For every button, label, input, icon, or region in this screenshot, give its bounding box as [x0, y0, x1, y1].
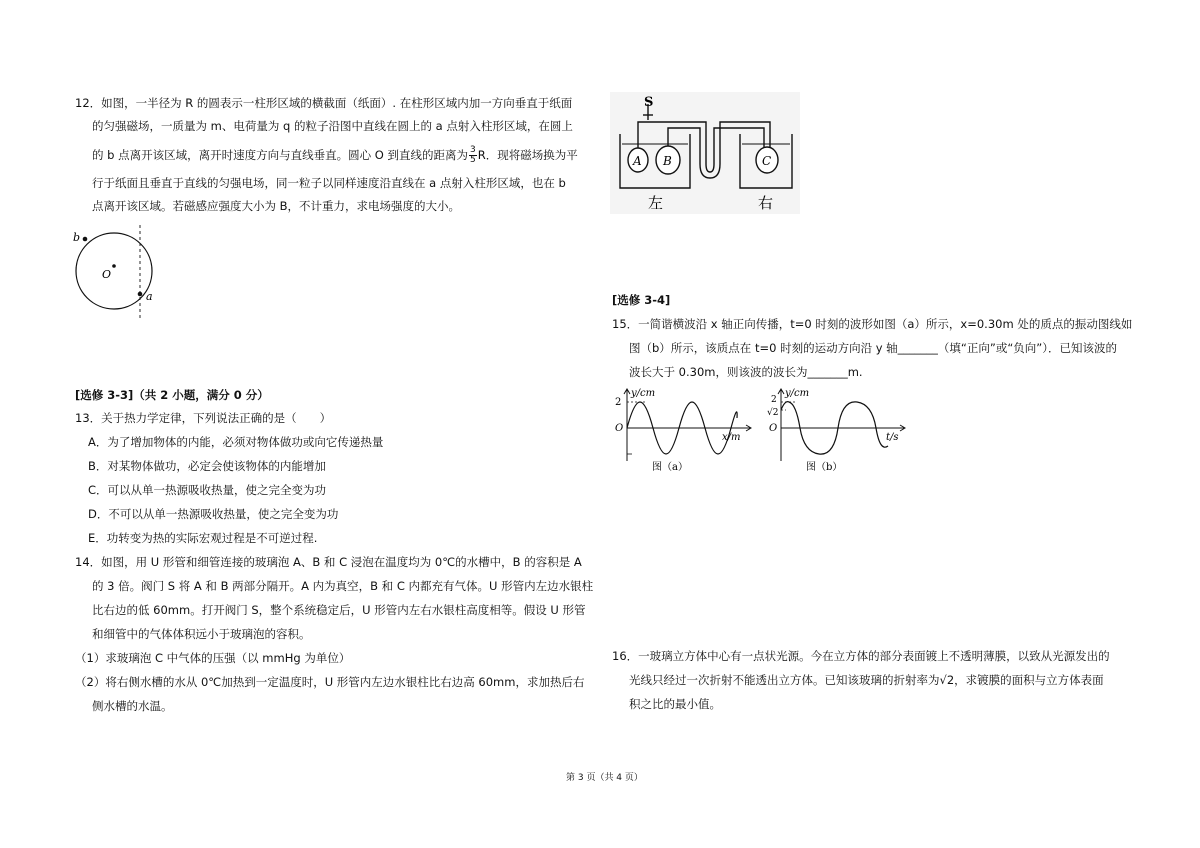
label-left: 左 [648, 194, 664, 212]
y-tick-label: 2 [615, 397, 622, 408]
t-axis-label: t/s [886, 432, 899, 443]
label-b: b [73, 231, 81, 244]
q12-line-3a: 的 b 点离开该区域，离开时速度方向与直线垂直。圆心 O 到直线的距离为 [92, 148, 468, 162]
origin-label: O [615, 423, 624, 434]
y-tick-sqrt2-label: √2 [767, 408, 779, 418]
q16-line-3: 积之比的最小值。 [629, 697, 721, 711]
q12-line-5: 点离开该区域。若磁感应强度大小为 B，不计重力，求电场强度的大小。 [92, 199, 461, 213]
fraction-numerator: 3 [469, 145, 476, 155]
point-a [138, 292, 143, 297]
q12-line-4: 行于纸面且垂直于直线的匀强电场，同一粒子以同样速度沿直线在 a 点射入柱形区域，也在 b [92, 176, 566, 190]
q14-part-2-line-1: （2）将右侧水槽的水从 0℃加热到一定温度时，U 形管内左边水银柱比右边高 60mm，求加热后右 [75, 675, 585, 689]
q12-line-1: 12．如图，一半径为 R 的圆表示一柱形区域的横截面（纸面）. 在柱形区域内加一方向垂直于纸面 [75, 96, 573, 110]
q14-line-1: 14．如图，用 U 形管和细管连接的玻璃泡 A、B 和 C 浸泡在温度均为 0℃的水槽中，B 的容积是 A [75, 555, 582, 569]
q14-line-4: 和细管中的气体体积远小于玻璃泡的容积。 [92, 627, 311, 641]
label-s: S [644, 95, 654, 110]
section-3-4-heading: [选修 3-4] [612, 293, 671, 307]
q13-option-b: B．对某物体做功，必定会使该物体的内能增加 [88, 459, 326, 473]
x-axis-label: x/m [722, 432, 741, 443]
origin-label: O [769, 423, 778, 434]
q15-line-2: 图（b）所示，该质点在 t=0 时刻的运动方向沿 y 轴_______（填“正向”或“负向”）．已知该波的 [629, 341, 1118, 355]
q14-line-2: 的 3 倍。阀门 S 将 A 和 B 两部分隔开。A 内为真空，B 和 C 内都充有气体。U 形管内左边水银柱 [92, 579, 594, 593]
q14-part-2-line-2: 侧水槽的水温。 [92, 699, 173, 713]
q15-wave-figure-a [612, 384, 757, 476]
q13-option-e: E．功转变为热的实际宏观过程是不可逆过程. [88, 531, 318, 545]
label-b: B [663, 154, 672, 168]
q13-option-c: C．可以从单一热源吸收热量，使之完全变为功 [88, 483, 327, 497]
region-circle [76, 233, 152, 309]
q13-option-d: D．不可以从单一热源吸收热量，使之完全变为功 [88, 507, 339, 521]
y-tick-label: 2 [771, 395, 777, 405]
q15-line-3: 波长大于 0.30m，则该波的波长为_______m. [629, 365, 863, 379]
q14-part-1: （1）求玻璃泡 C 中气体的压强（以 mmHg 为单位） [75, 651, 351, 665]
label-right: 右 [758, 194, 774, 212]
q13-stem: 13．关于热力学定律，下列说法正确的是（ ） [75, 411, 332, 425]
q14-line-3: 比右边的低 60mm。打开阀门 S，整个系统稳定后，U 形管内左右水银柱高度相等。假设 U 形管 [92, 603, 586, 617]
figure-b-caption: 图（b） [806, 462, 843, 473]
point-b [83, 237, 88, 242]
q15-line-1: 15．一简谐横波沿 x 轴正向传播，t=0 时刻的波形如图（a）所示，x=0.30m 处的质点的振动图线如 [612, 317, 1133, 331]
q12-line-2: 的匀强磁场，一质量为 m、电荷量为 q 的粒子沿图中直线在圆上的 a 点射入柱形区域，在圆上 [92, 119, 573, 133]
label-o: O [102, 268, 112, 281]
center-o [112, 264, 116, 268]
figure-a-caption: 图（a） [652, 462, 688, 473]
q16-line-2: 光线只经过一次折射不能透出立方体。已知该玻璃的折射率为√2，求镀膜的面积与立方体表面 [629, 673, 1104, 687]
q12-circle-figure [65, 222, 165, 322]
fraction [469, 146, 477, 165]
label-a: a [146, 290, 153, 303]
section-3-3-heading: [选修 3-3]（共 2 小题，满分 0 分） [75, 388, 269, 402]
q16-line-1: 16．一玻璃立方体中心有一点状光源。今在立方体的部分表面镀上不透明薄膜，以致从光源发出的 [612, 649, 1110, 663]
y-axis-label: y/cm [631, 388, 656, 399]
q14-apparatus-figure [610, 92, 800, 214]
q12-line-3 [92, 146, 578, 165]
fraction-denominator: 5 [469, 155, 476, 165]
q13-option-a: A．为了增加物体的内能，必须对物体做功或向它传递热量 [88, 435, 384, 449]
y-axis-label: y/cm [785, 388, 810, 399]
q12-line-3b: R．现将磁场换为平 [477, 148, 578, 162]
q15-vibration-figure-b [766, 384, 911, 476]
label-c: C [762, 154, 772, 168]
label-a: A [633, 154, 642, 168]
page-footer: 第 3 页（共 4 页） [566, 773, 643, 783]
